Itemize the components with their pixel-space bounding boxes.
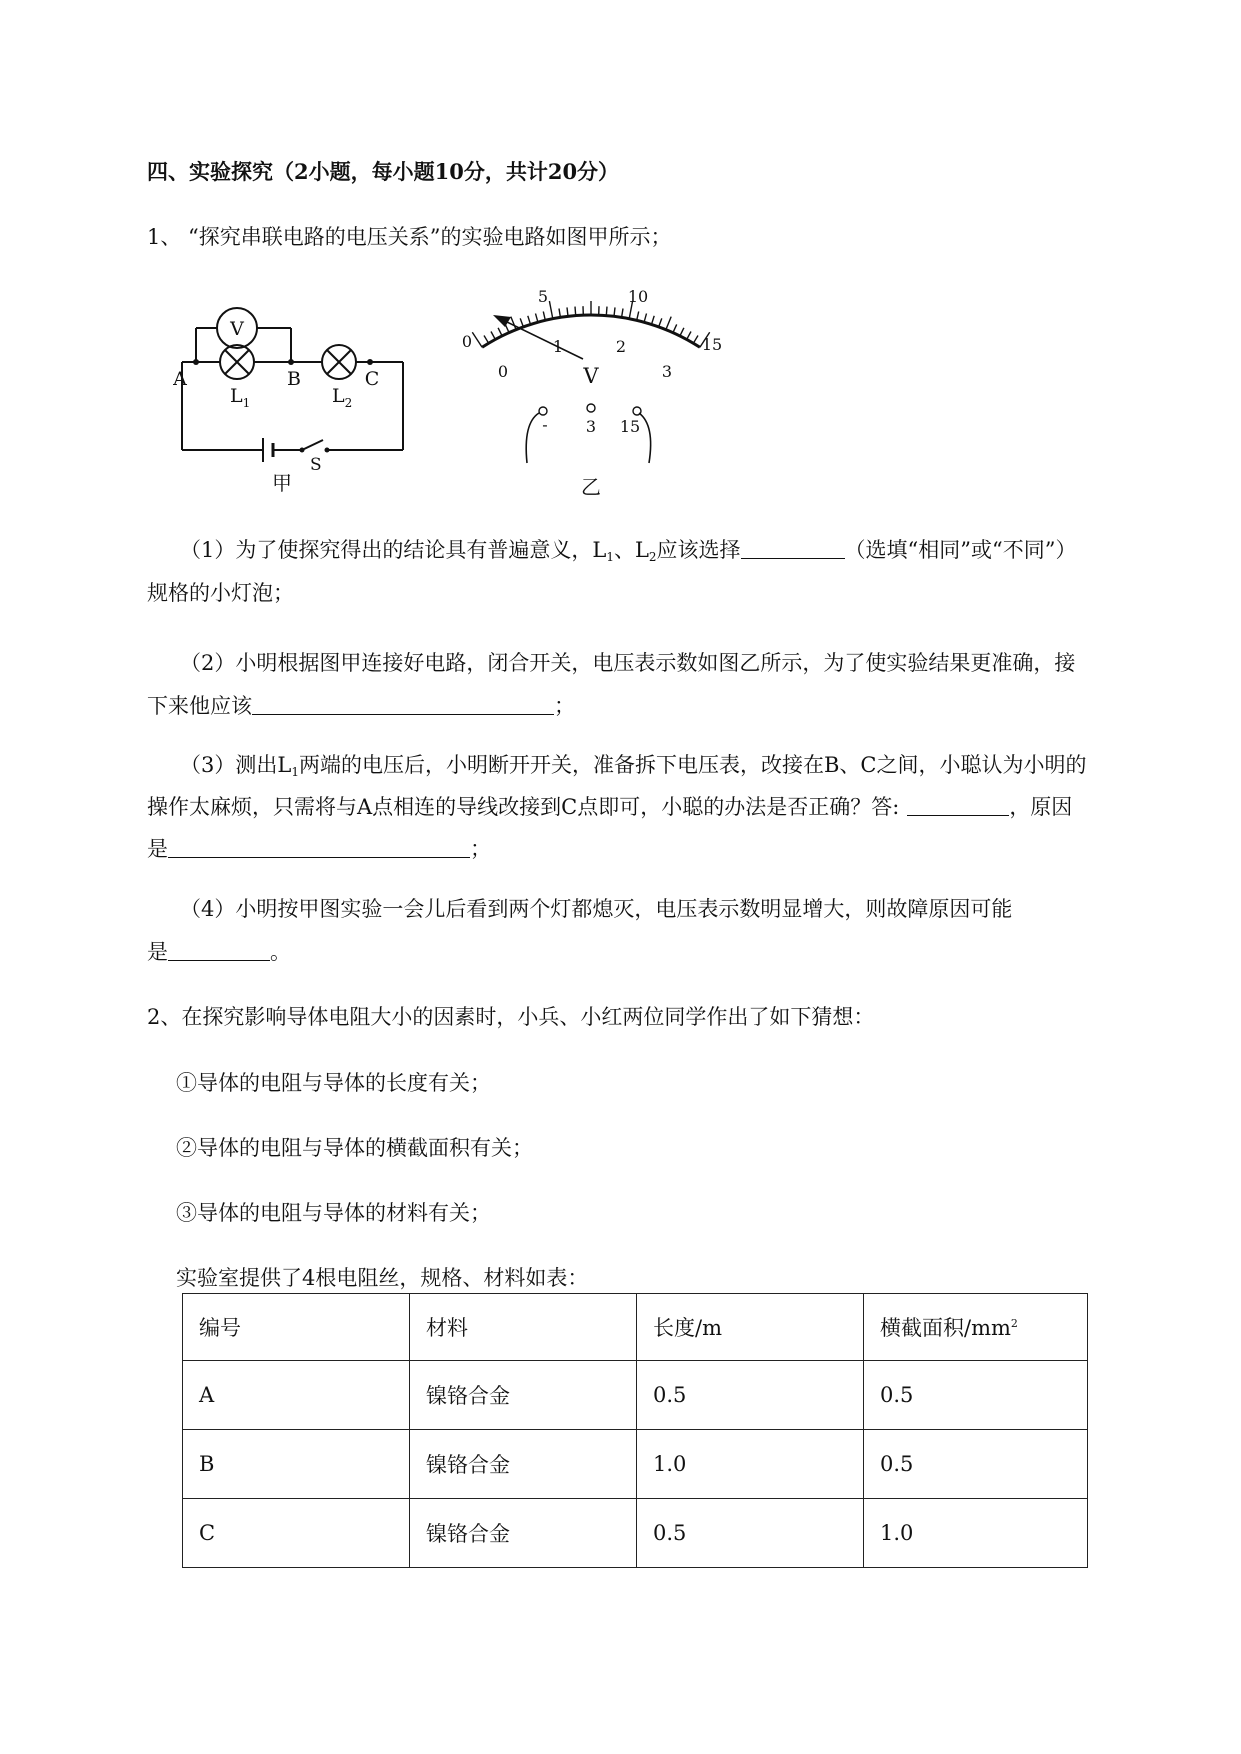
table-row: [183, 1361, 1088, 1430]
cell-id: B: [183, 1430, 410, 1499]
q1-part3-line2: 操作太麻烦，只需将与A点相连的导线改接到C点即可，小聪的办法是否正确？答: ，原因: [147, 795, 1073, 819]
cell-length: 1.0: [637, 1430, 864, 1499]
outer-scale-15: 15: [701, 335, 723, 354]
table-row: [183, 1499, 1088, 1568]
figure-yi-caption: 乙: [581, 475, 601, 499]
point-a-label: A: [173, 368, 187, 390]
q1-intro: 1、 “探究串联电路的电压关系”的实验电路如图甲所示；: [147, 225, 672, 249]
cell-material: 镍铬合金: [410, 1499, 637, 1568]
q1-part3-line3: 是 ；: [147, 837, 491, 861]
q1-part3-line1: （3）测出$L_1$两端的电压后，小明断开开关，准备拆下电压表，改接在B、C之间，小聪认为小明的: [180, 753, 1087, 779]
header-area: 横截面积$/mm^2$: [864, 1294, 1088, 1361]
dial-tick: [472, 332, 482, 347]
table-header-row: [183, 1294, 1088, 1361]
hypothesis-2: ②导体的电阻与导体的横截面积有关；: [176, 1136, 533, 1160]
inner-scale-3: 3: [661, 362, 673, 381]
terminal-15-label: 15: [619, 417, 641, 436]
junction-c-dot: [367, 359, 373, 365]
section-title: 四、实验探究（2小题，每小题10分，共计20分）: [147, 159, 620, 184]
lamp1-label: $L_1$: [230, 385, 251, 410]
point-b-label: B: [287, 368, 301, 390]
circuit-diagram-jia: [170, 290, 420, 500]
cell-id: A: [183, 1361, 410, 1430]
switch-contact-dot: [325, 448, 330, 453]
answer-blank-1[interactable]: [741, 536, 845, 559]
terminal-negative: [539, 407, 547, 415]
answer-blank-2[interactable]: [252, 692, 554, 715]
outer-scale-5: 5: [537, 287, 549, 306]
cell-area: 1.0: [864, 1499, 1088, 1568]
cell-length: 0.5: [637, 1361, 864, 1430]
outer-scale-0: 0: [461, 332, 473, 351]
switch-pivot-dot: [300, 448, 305, 453]
needle-tip: [493, 315, 511, 327]
junction-b-dot: [288, 359, 294, 365]
cell-material: 镍铬合金: [410, 1361, 637, 1430]
q1-part4-line2: 是 。: [147, 940, 291, 964]
hypothesis-3: ③导体的电阻与导体的材料有关；: [176, 1201, 491, 1225]
cell-area: 0.5: [864, 1430, 1088, 1499]
dial-tick: [666, 317, 671, 330]
header-length: 长度/m: [637, 1294, 864, 1361]
q1-part2-line2: 下来他应该 ；: [147, 694, 575, 718]
cell-id: C: [183, 1499, 410, 1568]
resistance-wire-table: [182, 1293, 1088, 1568]
dial-tick: [511, 317, 516, 330]
q1-part1-line1: （1）为了使探究得出的结论具有普遍意义，$L_1$、$L_2$应该选择 （选填“相同”或“不同”）: [180, 538, 1077, 564]
junction-a-dot: [193, 359, 199, 365]
terminal-3: [587, 404, 595, 412]
q2-intro: 2、在探究影响导体电阻大小的因素时，小兵、小红两位同学作出了如下猜想：: [147, 1005, 875, 1029]
answer-blank-4[interactable]: [168, 835, 470, 858]
q1-part1-line2: 规格的小灯泡；: [147, 581, 294, 605]
dial-unit-label: V: [583, 364, 599, 388]
point-c-label: C: [364, 368, 380, 390]
lead-wire-right: [639, 413, 651, 463]
cell-area: 0.5: [864, 1361, 1088, 1430]
dial-tick: [549, 301, 552, 319]
answer-blank-5[interactable]: [168, 938, 270, 961]
q1-part2-line1: （2）小明根据图甲连接好电路，闭合开关，电压表示数如图乙所示，为了使实验结果更准确，接: [180, 651, 1076, 675]
table-row: [183, 1430, 1088, 1499]
inner-scale-0: 0: [497, 362, 509, 381]
outer-scale-10: 10: [627, 287, 649, 306]
lamp2-label: $L_2$: [332, 385, 353, 410]
answer-blank-3[interactable]: [907, 793, 1009, 816]
q1-part4-line1: （4）小明按甲图实验一会儿后看到两个灯都熄灭，电压表示数明显增大，则故障原因可能: [180, 897, 1013, 921]
terminal-negative-label: -: [542, 415, 548, 434]
figure-jia-caption: 甲: [272, 471, 292, 495]
header-material: 材料: [410, 1294, 637, 1361]
hypothesis-1: ①导体的电阻与导体的长度有关；: [176, 1071, 491, 1095]
table-intro: 实验室提供了4根电阻丝，规格、材料如表：: [176, 1266, 589, 1290]
voltmeter-dial-yi: [455, 285, 735, 505]
inner-scale-2: 2: [615, 337, 627, 356]
header-id: 编号: [183, 1294, 410, 1361]
cell-material: 镍铬合金: [410, 1430, 637, 1499]
voltmeter-label: V: [230, 318, 244, 340]
cell-length: 0.5: [637, 1499, 864, 1568]
needle: [507, 322, 583, 359]
lead-wire-left: [526, 413, 539, 463]
switch-label: S: [310, 455, 322, 475]
terminal-3-label: 3: [585, 417, 597, 436]
inner-scale-1: 1: [552, 337, 564, 356]
